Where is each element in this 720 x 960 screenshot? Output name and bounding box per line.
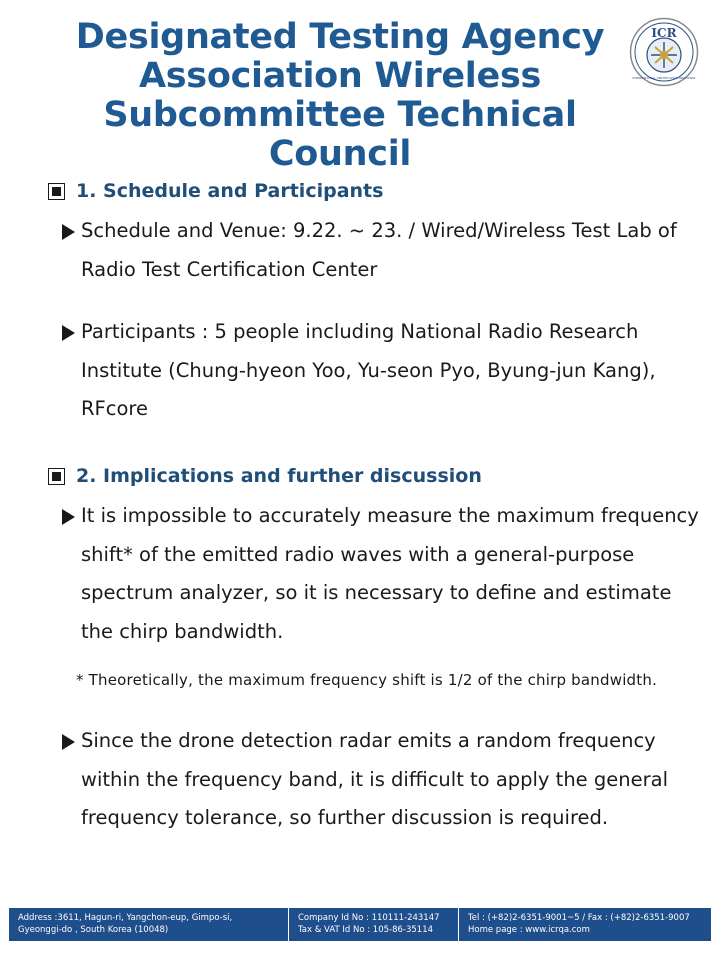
bullet-line: shift* of the emitted radio waves with a general-purpose [81, 542, 635, 566]
logo-ring-text: INTERNATIONAL CERTIFICATION REGISTRAR [632, 76, 696, 80]
footer-homepage: Home page : www.icrqa.com [468, 924, 590, 935]
triangle-bullet-icon [62, 224, 75, 240]
bullet-line: frequency tolerance, so further discussion is required. [81, 806, 609, 829]
section-heading-implications [48, 464, 482, 488]
bullet-line: Institute (Chung-hyeon Yoo, Yu-seon Pyo, Byung-jun Kang), [81, 358, 656, 382]
bullet-line: spectrum analyzer, so it is necessary to define and estimate [81, 581, 672, 604]
bullet-line: Radio Test Certification Center [81, 257, 378, 281]
footnote: * Theoretically, the maximum frequency shift is 1/2 of the chirp bandwidth. [76, 671, 658, 689]
bullet-line: Since the drone detection radar emits a random frequency [81, 729, 656, 752]
bullet-line: within the frequency band, it is difficult to apply the general [81, 767, 668, 791]
triangle-bullet-icon [62, 509, 75, 525]
title-line-3: Subcommittee Technical Council [103, 95, 577, 174]
footer-company-id: Company Id No : 110111-243147 [298, 913, 440, 923]
title-line-1: Designated Testing Agency [75, 17, 605, 57]
bullet-frequency-shift [62, 497, 702, 651]
footer-company-ids [288, 908, 458, 941]
checkbox-square-icon [48, 183, 65, 200]
bullet-schedule-venue [62, 212, 702, 289]
section-heading-text: 2. Implications and further discussion [76, 465, 482, 487]
bullet-line: Participants : 5 people including National Radio Research [81, 320, 639, 343]
footer-phone-fax: Tel : (+82)2-6351-9001~5 / Fax : (+82)2-6351-9007 [468, 913, 690, 923]
section-heading-schedule [48, 179, 383, 203]
bullet-line: Schedule and Venue: 9.22. ~ 23. / Wired/Wireless Test Lab of [81, 219, 677, 242]
bullet-participants [62, 313, 702, 429]
section-heading-text: 1. Schedule and Participants [76, 180, 384, 202]
footer-address-line-1: Address :3611, Hagun-ri, Yangchon-eup, Gimpo-si, [18, 913, 233, 923]
title-line-2: Association Wireless [138, 56, 542, 96]
checkbox-square-icon [48, 468, 65, 485]
logo-text: ICR [651, 26, 677, 40]
footer-contact [458, 908, 711, 941]
bullet-line: RFcore [81, 397, 149, 420]
footer-address [9, 908, 288, 941]
bullet-drone-radar [62, 722, 702, 838]
footer-address-line-2: Gyeonggi-do , South Korea (10048) [18, 924, 169, 935]
bullet-line: the chirp bandwidth. [81, 619, 284, 643]
icr-logo [629, 17, 699, 87]
footer-tax-id: Tax & VAT Id No : 105-86-35114 [298, 924, 434, 935]
triangle-bullet-icon [62, 734, 75, 750]
page-title [40, 18, 640, 174]
bullet-line: It is impossible to accurately measure the maximum frequency [81, 504, 699, 527]
footer-bar [9, 908, 711, 941]
triangle-bullet-icon [62, 325, 75, 341]
